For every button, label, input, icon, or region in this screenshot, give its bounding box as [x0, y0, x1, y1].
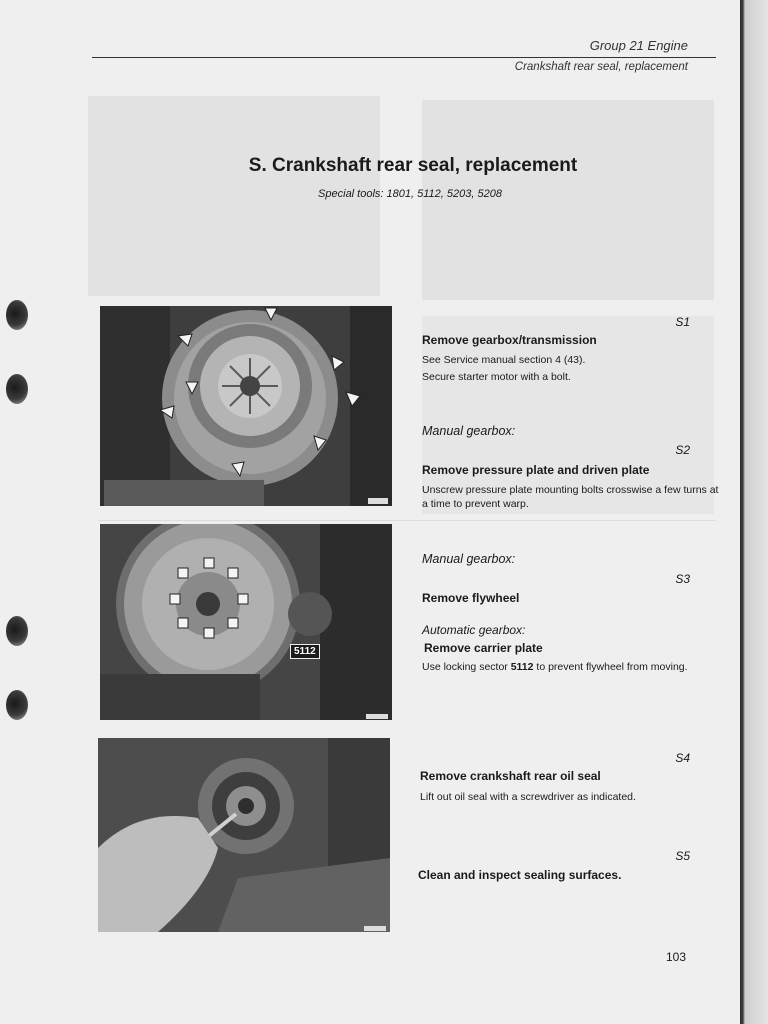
manual-gearbox-label-2: Manual gearbox:	[422, 552, 516, 566]
step-text-s1-line2: Secure starter motor with a bolt.	[422, 371, 571, 383]
step-number-s1: S1	[675, 315, 690, 329]
header-section-label: Crankshaft rear seal, replacement	[514, 61, 688, 73]
step-text-s3-part2: to prevent flywheel from moving.	[533, 661, 688, 673]
photo-callout-tool-number: 5112	[290, 644, 320, 659]
header-group-label: Group 21 Engine	[589, 38, 688, 53]
step-text-s3	[422, 660, 720, 674]
photo-flywheel	[100, 524, 392, 720]
manual-gearbox-label-1: Manual gearbox:	[422, 424, 516, 438]
step-text-s2: Unscrew pressure plate mounting bolts crosswise a few turns at a time to prevent warp.	[422, 484, 719, 510]
bleed-through-shade-top-right	[422, 100, 714, 300]
step-number-s3: S3	[675, 572, 690, 586]
step-number-s4: S4	[675, 751, 690, 765]
section-divider-1	[98, 520, 716, 521]
page-number: 103	[665, 950, 686, 964]
page-edge	[740, 0, 768, 1024]
binder-hole-3	[6, 616, 28, 646]
step-heading-s5: Clean and inspect sealing surfaces.	[418, 868, 622, 882]
binder-hole-2	[6, 374, 28, 404]
photo-clutch-pressure-plate	[100, 306, 392, 506]
step-heading-s2: Remove pressure plate and driven plate	[422, 463, 650, 477]
step-text-s4: Lift out oil seal with a screwdriver as indicated.	[420, 791, 636, 803]
binder-hole-4	[6, 690, 28, 720]
step-heading-s4: Remove crankshaft rear oil seal	[420, 769, 601, 783]
step-text-s1-line1: See Service manual section 4 (43).	[422, 354, 586, 366]
step-heading-s3-automatic: Remove carrier plate	[424, 641, 543, 655]
step-number-s2: S2	[675, 443, 690, 457]
header-rule	[92, 57, 716, 58]
step-heading-s3: Remove flywheel	[422, 591, 520, 605]
binder-hole-1	[6, 300, 28, 330]
photo-rear-oil-seal	[98, 738, 390, 932]
automatic-gearbox-label: Automatic gearbox:	[422, 623, 526, 637]
step-text-s3-part1: Use locking sector	[422, 661, 511, 673]
step-number-s5: S5	[675, 849, 690, 863]
step-heading-s1: Remove gearbox/transmission	[422, 333, 597, 347]
page-title: S. Crankshaft rear seal, replacement	[248, 155, 578, 176]
step-text-s3-tool: 5112	[510, 661, 534, 673]
special-tools-line: Special tools: 1801, 5112, 5203, 5208	[318, 188, 502, 200]
